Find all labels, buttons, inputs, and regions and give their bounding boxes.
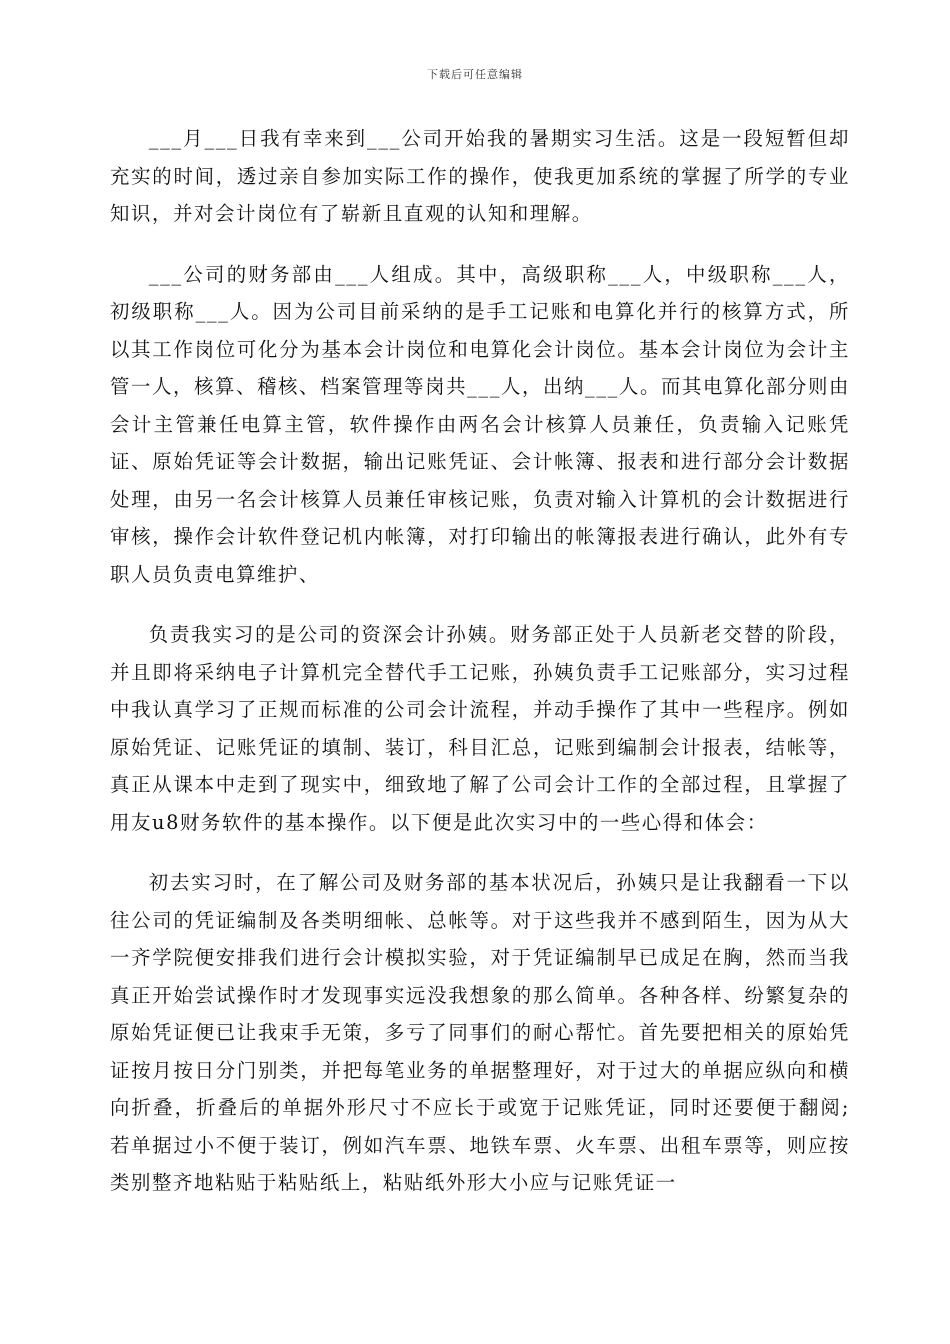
paragraph-3: 负责我实习的是公司的资深会计孙姨。财务部正处于人员新老交替的阶段，并且即将采纳电子计算机完全替代手工记账，孙姨负责手工记账部分，实习过程中我认真学习了正规而标准的公司会计流程，并动手操作了其中一些程序。例如原始凭证、记账凭证的填制、装订，科目汇总，记账到编制会计报表，结帐等，真正从课本中走到了现实中，细致地了解了公司会计工作的全部过程，且掌握了用友u8财务软件的基本操作。以下便是此次实习中的一些心得和体会：: [110, 623, 850, 834]
page-header: 下载后可任意编辑: [427, 68, 523, 81]
paragraph-2: ___公司的财务部由___人组成。其中，高级职称___人，中级职称___人，初级职称___人。因为公司目前采纳的是手工记账和电算化并行的核算方式，所以其工作岗位可化分为基本会计岗位和电算化会计岗位。基本会计岗位为会计主管一人，核算、稽核、档案管理等岗共___人，出纳___人。而其电算化部分则由会计主管兼任电算主管，软件操作由两名会计核算人员兼任，负责输入记账凭证、原始凭证等会计数据，输出记账凭证、会计帐簿、报表和进行部分会计数据处理，由另一名会计核算人员兼任审核记账，负责对输入计算机的会计数据进行审核，操作会计软件登记机内帐簿，对打印输出的帐簿报表进行确认，此外有专职人员负责电算维护、: [110, 262, 850, 586]
paragraph-4: 初去实习时，在了解公司及财务部的基本状况后，孙姨只是让我翻看一下以往公司的凭证编制及各类明细帐、总帐等。对于这些我并不感到陌生，因为从大一齐学院便安排我们进行会计模拟实验，对于凭证编制早已成足在胸，然而当我真正开始尝试操作时才发现事实远没我想象的那么简单。各种各样、纷繁复杂的原始凭证便已让我束手无策，多亏了同事们的耐心帮忙。首先要把相关的原始凭证按月按日分门别类，并把每笔业务的单据整理好，对于过大的单据应纵向和横向折叠，折叠后的单据外形尺寸不应长于或宽于记账凭证，同时还要便于翻阅;若单据过小不便于装订，例如汽车票、地铁车票、火车票、出租车票等，则应按类别整齐地粘贴于粘贴纸上，粘贴纸外形大小应与记账凭证一: [110, 871, 850, 1194]
paragraph-1: ___月___日我有幸来到___公司开始我的暑期实习生活。这是一段短暂但却充实的时间，透过亲自参加实际工作的操作，使我更加系统的掌握了所学的专业知识，并对会计岗位有了崭新且直观的认知和理解。: [110, 127, 850, 225]
document-body: [110, 120, 850, 1225]
